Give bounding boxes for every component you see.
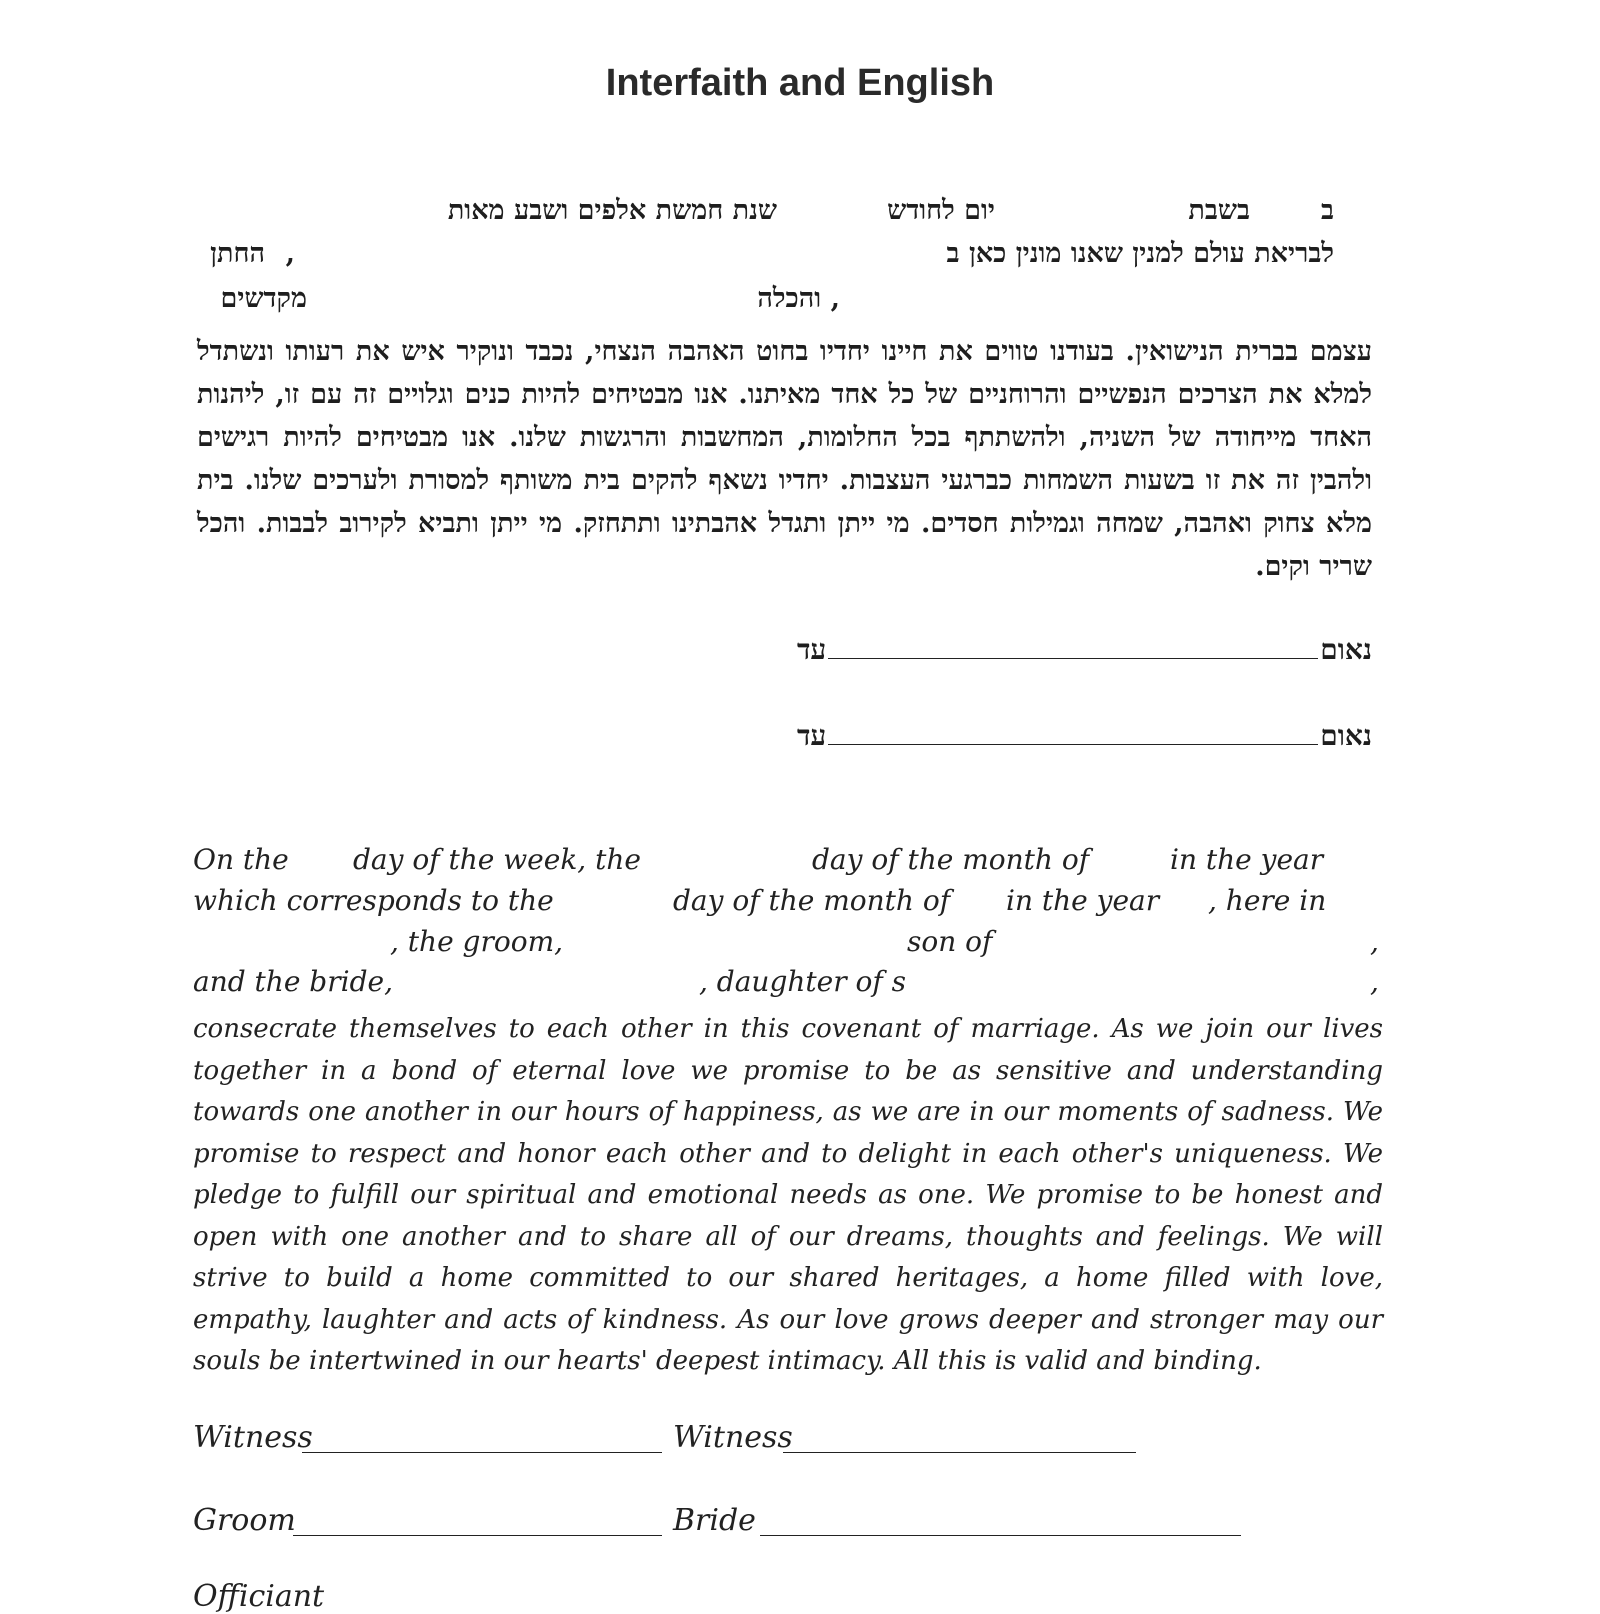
hebrew-line1-part1: ב — [1320, 195, 1334, 226]
hebrew-witness-name-label: נאום — [1320, 719, 1372, 752]
officiant-label: Officiant — [193, 1579, 325, 1614]
hebrew-witness-signature-line — [828, 632, 1318, 659]
english-line4-part1: and the bride, — [193, 965, 393, 998]
document-title: Interfaith and English — [605, 62, 995, 104]
hebrew-line1-part3: יום לחודש — [887, 195, 995, 226]
english-line2-part2: day of the month of — [673, 884, 951, 917]
english-line3-part1: , the groom, — [390, 925, 564, 958]
hebrew-witness-suffix: עד — [796, 719, 827, 752]
english-line3-part3: , — [1370, 925, 1379, 958]
witness-1-signature-line — [302, 1452, 662, 1453]
hebrew-line1-part2: בשבת — [1188, 195, 1250, 226]
hebrew-body-text: עצמם בברית הנישואין. בעודנו טווים את חיינו יחדיו בחוט האהבה הנצחי, נכבד ונוקיר איש את רעותו ונשתדל למלא את הצרכים הנפשיים והרוחניים של כל אחד מאיתנו. אנו מבטיחים להיות כנים וגלויים זה עם זו, ליהנות האחד מייחודה של השניה, ולהשתתף בכל החלומות, המחשבות והרגשות שלנו. אנו מבטיחים להיות רגישים ולהבין זה את זו בשעות השמחות כברגעי העצבות. יחדיו נשאף להקים בית משותף למסורת ולערכים שלנו. בית מלא צחוק ואהבה, שמחה וגמילות חסדים. מי ייתן ותגדל אהבתינו ותתחזק. מי ייתן ותביא לקירוב לבבות. והכל שריר וקים. — [197, 336, 1372, 582]
witness-2-signature-line — [783, 1452, 1136, 1453]
english-line2-part1: which corresponds to the — [193, 884, 554, 917]
bride-signature-line — [760, 1535, 1241, 1536]
hebrew-line3-part1: והכלה , — [757, 283, 840, 314]
hebrew-line1-part4: שנת חמשת אלפים ושבע מאות — [447, 195, 777, 226]
english-line4-part2: , daughter of s — [699, 965, 907, 998]
english-line1-part1: On the — [193, 843, 289, 876]
groom-signature-line — [293, 1535, 662, 1536]
groom-label: Groom — [193, 1503, 296, 1538]
english-line4-part3: , — [1370, 965, 1379, 998]
hebrew-line3-part2: מקדשים — [220, 283, 307, 314]
witness-2-label: Witness — [673, 1420, 793, 1455]
hebrew-witness-signature-line — [828, 718, 1318, 745]
english-line2-part4: , here in — [1208, 884, 1327, 917]
english-body-text: consecrate themselves to each other in this covenant of marriage. As we join our lives together in a bond of eternal love we promise to be as sensitive and understanding towards one another in our hours of happiness, as we are in our moments of sadness. We promise to respect and honor each other and to delight in each other's uniqueness. We pledge to fulfill our spiritual and emotional needs as one. We promise to be honest and open with one another and to share all of our dreams, thoughts and feelings. We will strive to build a home committed to our shared heritages, a home filled with love, empathy, laughter and acts of kindness. As our love grows deeper and stronger may our souls be intertwined in our hearts' deepest intimacy. All this is valid and binding. — [193, 1014, 1383, 1376]
hebrew-line2-part3: החתן — [210, 238, 265, 269]
witness-1-label: Witness — [193, 1420, 313, 1455]
hebrew-line2-part2: , — [285, 238, 295, 269]
hebrew-witness-line-2 — [797, 718, 1372, 753]
english-line1-part4: in the year — [1170, 843, 1324, 876]
english-line3-part2: son of — [907, 925, 993, 958]
hebrew-witness-name-label: נאום — [1320, 633, 1372, 666]
english-line1-part2: day of the week, the — [353, 843, 641, 876]
bride-label: Bride — [673, 1503, 756, 1538]
hebrew-witness-suffix: עד — [796, 633, 827, 666]
hebrew-witness-line-1 — [797, 632, 1372, 667]
english-line2-part3: in the year — [1006, 884, 1160, 917]
english-line1-part3: day of the month of — [812, 843, 1090, 876]
hebrew-line2-part1: לבריאת עולם למנין שאנו מונין כאן ב — [946, 238, 1334, 269]
